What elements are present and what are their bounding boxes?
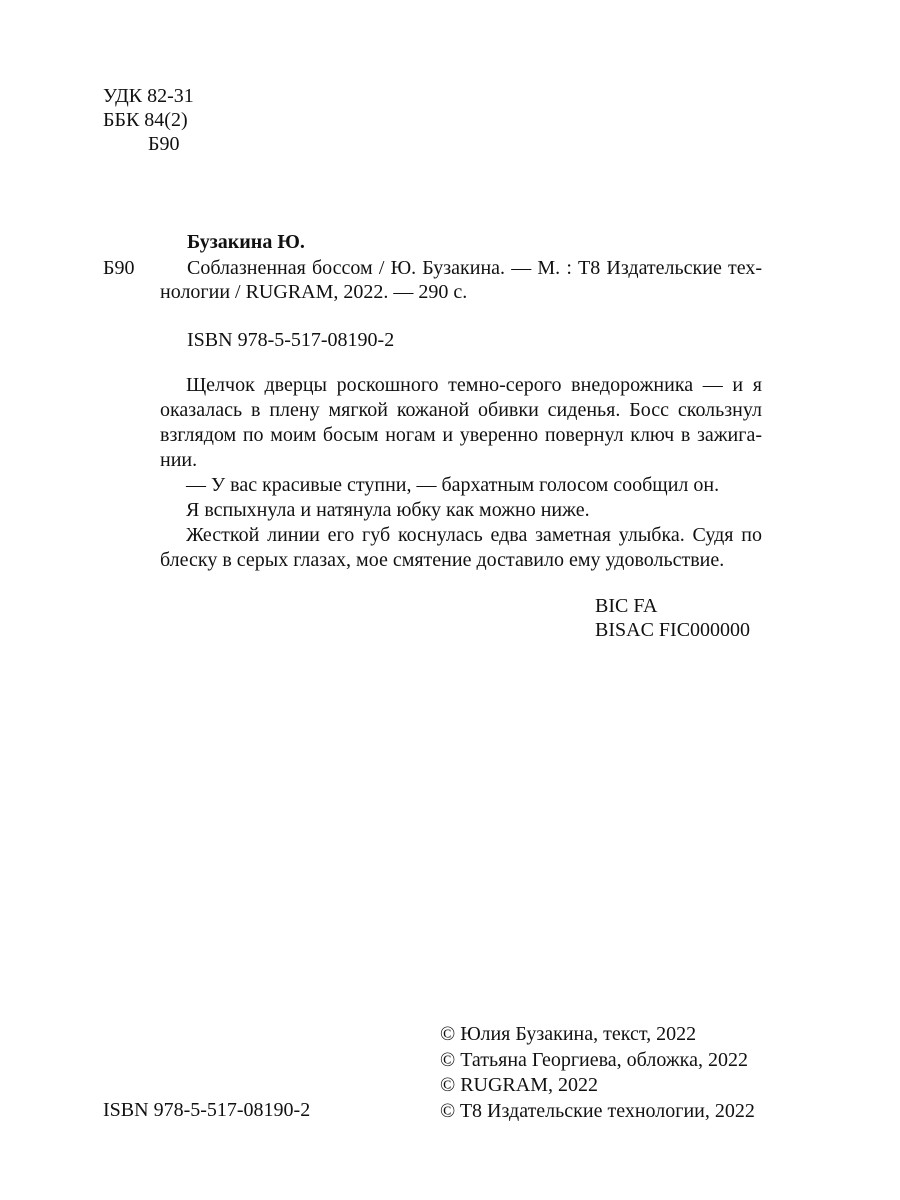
author-mark: Б90 [148, 133, 180, 155]
bbk-code: ББК 84(2) [103, 109, 188, 131]
abstract-paragraph: — У вас красивые ступни, — бархатным голосом сообщил он. [186, 474, 720, 496]
udk-code: УДК 82-31 [103, 85, 194, 107]
copyright-block [440, 1022, 755, 1124]
bisac-code: BISAC FIC000000 [595, 619, 751, 641]
abstract-paragraph: Щелчок дверцы роскошного темно-серого внедорожника — и я оказалась в плену мягкой кожаной обивки сиденья. Босс скользнул взглядом по моим босым ногам и уверенно повернул ключ в зажигании. [160, 374, 762, 471]
copyright-line: © RUGRAM, 2022 [440, 1074, 598, 1096]
record-author-mark: Б90 [103, 257, 135, 279]
abstract-paragraph: Жесткой линии его губ коснулась едва заметная улыбка. Судя по блеску в серых глазах, мое смятение доставило ему удовольствие. [160, 524, 762, 571]
bic-code: BIC FA [595, 595, 658, 617]
copyright-line: © T8 Издательские технологии, 2022 [440, 1099, 755, 1122]
record-author: Бузакина Ю. [187, 231, 305, 253]
record-isbn: ISBN 978-5-517-08190-2 [187, 329, 395, 351]
abstract [160, 373, 762, 573]
footer-isbn: ISBN 978-5-517-08190-2 [103, 1099, 311, 1121]
record-title-line-2: нологии / RUGRAM, 2022. — 290 с. [160, 281, 468, 303]
record-title-line-1: Соблазненная боссом / Ю. Бузакина. — М. : T8 Издательские тех- [187, 257, 762, 279]
copyright-line: © Татьяна Георгиева, обложка, 2022 [440, 1048, 748, 1071]
abstract-paragraph: Я вспыхнула и натянула юбку как можно ниже. [186, 499, 590, 521]
copyright-line: © Юлия Бузакина, текст, 2022 [440, 1023, 697, 1045]
